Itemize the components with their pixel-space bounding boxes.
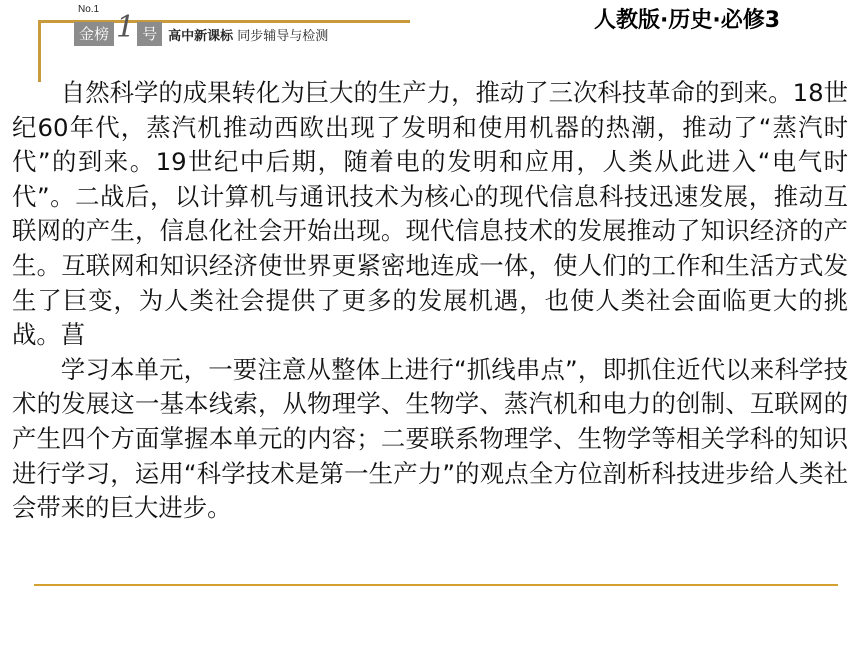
highlight-underline: [34, 584, 838, 586]
series-title-bold: 高中新课标: [168, 28, 234, 44]
paragraph-2: 学习本单元，一要注意从整体上进行“抓线串点”，即抓住近代以来科学技术的发展这一基本线索，从物理学、生物学、蒸汽机和电力的创制、互联网的产生四个方面掌握本单元的内容；二要联系物理学、生物学等相关学科的知识进行学习，运用“科学技术是第一生产力”的观点全方位剖析科技进步给人类社会带来的巨大进步。: [12, 354, 848, 523]
header-frame-vertical: [38, 20, 41, 82]
series-title-normal: 同步辅导与检测: [237, 28, 329, 44]
main-text: [12, 76, 848, 526]
publisher-logo: [74, 4, 374, 44]
logo-left-text: 金榜: [74, 22, 114, 46]
logo-number: No.1: [78, 4, 100, 15]
logo-one-glyph: 1: [116, 10, 136, 45]
paragraph-1: 自然科学的成果转化为巨大的生产力，推动了三次科技革命的到来。18世纪60年代，蒸汽机推动西欧出现了发明和使用机器的热潮，推动了“蒸汽时代”的到来。19世纪中后期，随着电的发明和应用，人类从此进入“电气时代”。二战后，以计算机与通讯技术为核心的现代信息科技迅速发展，推动互联网的产生，信息化社会开始出现。现代信息技术的发展推动了知识经济的产生。互联网和知识经济使世界更紧密地连成一体，使人们的工作和生活方式发生了巨变，为人类社会提供了更多的发展机遇，也使人类社会面临更大的挑战。菖: [12, 78, 848, 350]
logo-box: [74, 10, 329, 46]
logo-right-text: 号: [137, 22, 162, 46]
edition-label: 人教版·历史·必修3: [594, 8, 781, 33]
series-title: [168, 25, 328, 44]
